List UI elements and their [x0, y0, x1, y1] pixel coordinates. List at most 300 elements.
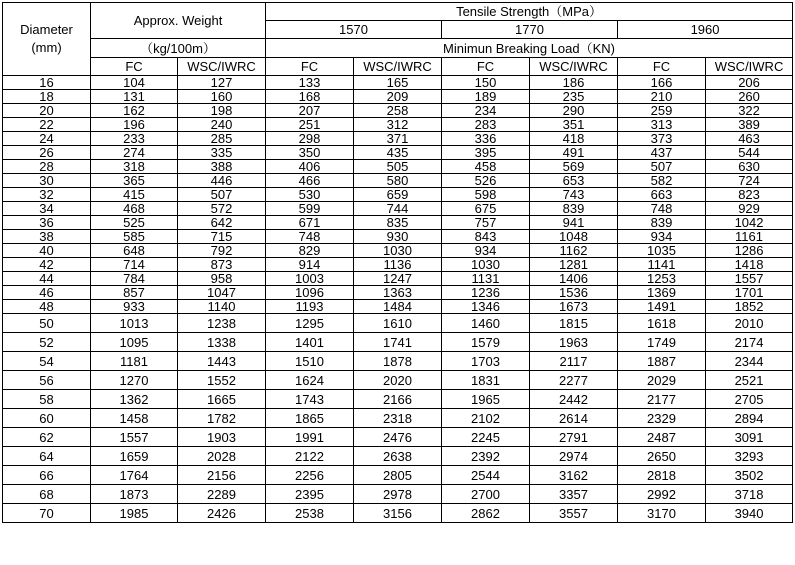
load-1770-fc-cell: 1236: [442, 286, 530, 300]
diameter-cell: 22: [3, 118, 91, 132]
table-row: [3, 258, 793, 272]
load-1570-wsc-cell: 165: [354, 76, 442, 90]
load-1770-fc-header: FC: [442, 58, 530, 76]
diameter-cell: 16: [3, 76, 91, 90]
load-1960-fc-cell: 210: [618, 90, 706, 104]
load-1960-fc-cell: 934: [618, 230, 706, 244]
load-1770-fc-cell: 675: [442, 202, 530, 216]
load-1570-fc-cell: 2122: [266, 447, 354, 466]
load-1770-wsc-cell: 2791: [530, 428, 618, 447]
diameter-cell: 58: [3, 390, 91, 409]
load-1570-fc-cell: 1743: [266, 390, 354, 409]
load-1570-wsc-cell: 1136: [354, 258, 442, 272]
diameter-cell: 36: [3, 216, 91, 230]
load-1960-wsc-cell: 823: [706, 188, 793, 202]
table-row: [3, 300, 793, 314]
load-1960-fc-cell: 2329: [618, 409, 706, 428]
load-1960-wsc-cell: 1042: [706, 216, 793, 230]
load-1570-wsc-cell: 1363: [354, 286, 442, 300]
load-1960-wsc-cell: 322: [706, 104, 793, 118]
load-1960-wsc-cell: 2010: [706, 314, 793, 333]
weight-wsc-cell: 2156: [178, 466, 266, 485]
weight-wsc-cell: 1047: [178, 286, 266, 300]
load-1960-wsc-cell: 463: [706, 132, 793, 146]
diameter-cell: 48: [3, 300, 91, 314]
approx-weight-header: Approx. Weight: [91, 3, 266, 39]
weight-wsc-cell: 1238: [178, 314, 266, 333]
weight-fc-cell: 468: [91, 202, 178, 216]
load-1570-fc-cell: 599: [266, 202, 354, 216]
weight-wsc-cell: 642: [178, 216, 266, 230]
load-1570-wsc-header: WSC/IWRC: [354, 58, 442, 76]
load-1960-wsc-cell: 3091: [706, 428, 793, 447]
table-row: [3, 216, 793, 230]
load-1960-fc-cell: 2650: [618, 447, 706, 466]
weight-wsc-cell: 572: [178, 202, 266, 216]
table-row: [3, 504, 793, 523]
table-row: [3, 188, 793, 202]
load-1770-wsc-header: WSC/IWRC: [530, 58, 618, 76]
weight-wsc-cell: 388: [178, 160, 266, 174]
load-1770-wsc-cell: 290: [530, 104, 618, 118]
diameter-cell: 32: [3, 188, 91, 202]
load-1570-fc-cell: 133: [266, 76, 354, 90]
load-1570-wsc-cell: 1610: [354, 314, 442, 333]
weight-fc-cell: 365: [91, 174, 178, 188]
load-1770-wsc-cell: 3357: [530, 485, 618, 504]
load-1960-fc-cell: 507: [618, 160, 706, 174]
load-1570-wsc-cell: 312: [354, 118, 442, 132]
table-row: [3, 390, 793, 409]
load-1960-fc-cell: 437: [618, 146, 706, 160]
weight-fc-cell: 933: [91, 300, 178, 314]
load-1570-fc-cell: 207: [266, 104, 354, 118]
weight-fc-cell: 1985: [91, 504, 178, 523]
weight-fc-header: FC: [91, 58, 178, 76]
load-1770-fc-cell: 1131: [442, 272, 530, 286]
load-1960-fc-cell: 2487: [618, 428, 706, 447]
diameter-unit: (mm): [31, 40, 62, 55]
grade-1770-header: 1770: [442, 21, 618, 39]
load-1960-fc-cell: 1369: [618, 286, 706, 300]
load-1570-wsc-cell: 580: [354, 174, 442, 188]
load-1960-wsc-cell: 260: [706, 90, 793, 104]
load-1770-wsc-cell: 186: [530, 76, 618, 90]
load-1570-wsc-cell: 2638: [354, 447, 442, 466]
table-row: [3, 160, 793, 174]
load-1960-fc-cell: 839: [618, 216, 706, 230]
load-1570-fc-cell: 2395: [266, 485, 354, 504]
load-1960-wsc-cell: 544: [706, 146, 793, 160]
load-1570-fc-cell: 2256: [266, 466, 354, 485]
weight-fc-cell: 131: [91, 90, 178, 104]
load-1960-wsc-cell: 3293: [706, 447, 793, 466]
load-1960-fc-cell: 1749: [618, 333, 706, 352]
weight-fc-cell: 1557: [91, 428, 178, 447]
load-1570-wsc-cell: 930: [354, 230, 442, 244]
load-1960-fc-cell: 1887: [618, 352, 706, 371]
load-1770-fc-cell: 843: [442, 230, 530, 244]
load-1570-fc-cell: 530: [266, 188, 354, 202]
load-1770-fc-cell: 934: [442, 244, 530, 258]
load-1770-wsc-cell: 491: [530, 146, 618, 160]
load-1960-wsc-cell: 2521: [706, 371, 793, 390]
load-1960-fc-cell: 2029: [618, 371, 706, 390]
table-row: [3, 409, 793, 428]
weight-wsc-cell: 2028: [178, 447, 266, 466]
load-1960-fc-cell: 1491: [618, 300, 706, 314]
load-1570-fc-cell: 1865: [266, 409, 354, 428]
weight-wsc-cell: 792: [178, 244, 266, 258]
load-1570-wsc-cell: 3156: [354, 504, 442, 523]
load-1770-wsc-cell: 418: [530, 132, 618, 146]
weight-fc-cell: 784: [91, 272, 178, 286]
diameter-cell: 54: [3, 352, 91, 371]
load-1570-fc-header: FC: [266, 58, 354, 76]
load-1770-wsc-cell: 2117: [530, 352, 618, 371]
load-1960-wsc-cell: 724: [706, 174, 793, 188]
load-1770-fc-cell: 1030: [442, 258, 530, 272]
load-1570-fc-cell: 1096: [266, 286, 354, 300]
weight-wsc-cell: 335: [178, 146, 266, 160]
load-1770-wsc-cell: 1048: [530, 230, 618, 244]
min-breaking-load-header: Minimun Breaking Load（KN): [266, 39, 793, 58]
load-1770-wsc-cell: 1162: [530, 244, 618, 258]
table-row: [3, 230, 793, 244]
load-1960-wsc-cell: 1557: [706, 272, 793, 286]
weight-wsc-cell: 1903: [178, 428, 266, 447]
load-1960-wsc-cell: 3940: [706, 504, 793, 523]
load-1960-fc-cell: 2177: [618, 390, 706, 409]
load-1960-wsc-cell: 206: [706, 76, 793, 90]
weight-fc-cell: 1362: [91, 390, 178, 409]
diameter-cell: 18: [3, 90, 91, 104]
diameter-cell: 68: [3, 485, 91, 504]
load-1960-fc-cell: 1141: [618, 258, 706, 272]
load-1960-fc-cell: 2992: [618, 485, 706, 504]
load-1770-fc-cell: 1346: [442, 300, 530, 314]
load-1570-wsc-cell: 209: [354, 90, 442, 104]
load-1570-wsc-cell: 2020: [354, 371, 442, 390]
weight-wsc-cell: 873: [178, 258, 266, 272]
load-1570-wsc-cell: 258: [354, 104, 442, 118]
load-1570-wsc-cell: 835: [354, 216, 442, 230]
weight-wsc-cell: 1782: [178, 409, 266, 428]
load-1570-fc-cell: 671: [266, 216, 354, 230]
diameter-cell: 60: [3, 409, 91, 428]
load-1770-wsc-cell: 1281: [530, 258, 618, 272]
load-1570-wsc-cell: 1878: [354, 352, 442, 371]
load-1770-fc-cell: 336: [442, 132, 530, 146]
diameter-cell: 64: [3, 447, 91, 466]
table-row: [3, 174, 793, 188]
load-1770-fc-cell: 2544: [442, 466, 530, 485]
weight-unit-header: （kg/100m）: [91, 39, 266, 58]
weight-wsc-cell: 2289: [178, 485, 266, 504]
weight-wsc-cell: 160: [178, 90, 266, 104]
load-1960-wsc-cell: 630: [706, 160, 793, 174]
diameter-cell: 70: [3, 504, 91, 523]
weight-fc-cell: 648: [91, 244, 178, 258]
diameter-cell: 50: [3, 314, 91, 333]
load-1770-wsc-cell: 2277: [530, 371, 618, 390]
load-1960-fc-cell: 3170: [618, 504, 706, 523]
load-1960-fc-cell: 2818: [618, 466, 706, 485]
load-1960-wsc-cell: 1852: [706, 300, 793, 314]
weight-fc-cell: 1458: [91, 409, 178, 428]
load-1960-wsc-cell: 389: [706, 118, 793, 132]
diameter-cell: 40: [3, 244, 91, 258]
grade-1960-header: 1960: [618, 21, 793, 39]
weight-fc-cell: 1764: [91, 466, 178, 485]
wire-rope-specification-table: [2, 2, 793, 523]
weight-wsc-cell: 1552: [178, 371, 266, 390]
weight-wsc-cell: 958: [178, 272, 266, 286]
weight-wsc-cell: 285: [178, 132, 266, 146]
load-1960-wsc-cell: 2894: [706, 409, 793, 428]
header-row-3: [3, 39, 793, 58]
load-1960-fc-cell: 313: [618, 118, 706, 132]
weight-wsc-cell: 127: [178, 76, 266, 90]
load-1770-fc-cell: 598: [442, 188, 530, 202]
load-1570-wsc-cell: 1484: [354, 300, 442, 314]
load-1570-wsc-cell: 659: [354, 188, 442, 202]
load-1570-wsc-cell: 1247: [354, 272, 442, 286]
load-1960-wsc-cell: 1286: [706, 244, 793, 258]
weight-wsc-cell: 446: [178, 174, 266, 188]
load-1770-wsc-cell: 3557: [530, 504, 618, 523]
load-1770-fc-cell: 2862: [442, 504, 530, 523]
load-1770-fc-cell: 2245: [442, 428, 530, 447]
load-1570-fc-cell: 748: [266, 230, 354, 244]
load-1770-fc-cell: 1579: [442, 333, 530, 352]
diameter-cell: 20: [3, 104, 91, 118]
load-1570-wsc-cell: 435: [354, 146, 442, 160]
weight-wsc-header: WSC/IWRC: [178, 58, 266, 76]
diameter-cell: 24: [3, 132, 91, 146]
load-1570-fc-cell: 298: [266, 132, 354, 146]
header-row-1: [3, 3, 793, 21]
weight-fc-cell: 1659: [91, 447, 178, 466]
load-1570-wsc-cell: 2978: [354, 485, 442, 504]
weight-wsc-cell: 240: [178, 118, 266, 132]
load-1570-wsc-cell: 1030: [354, 244, 442, 258]
load-1960-fc-cell: 1035: [618, 244, 706, 258]
load-1770-fc-cell: 283: [442, 118, 530, 132]
load-1770-fc-cell: 2392: [442, 447, 530, 466]
diameter-cell: 34: [3, 202, 91, 216]
load-1770-fc-cell: 1965: [442, 390, 530, 409]
load-1960-wsc-cell: 929: [706, 202, 793, 216]
weight-fc-cell: 318: [91, 160, 178, 174]
load-1770-fc-cell: 2700: [442, 485, 530, 504]
load-1960-wsc-cell: 1161: [706, 230, 793, 244]
diameter-cell: 38: [3, 230, 91, 244]
diameter-cell: 62: [3, 428, 91, 447]
load-1570-wsc-cell: 2476: [354, 428, 442, 447]
load-1960-fc-cell: 1618: [618, 314, 706, 333]
load-1570-fc-cell: 251: [266, 118, 354, 132]
load-1570-wsc-cell: 744: [354, 202, 442, 216]
load-1770-wsc-cell: 3162: [530, 466, 618, 485]
table-row: [3, 286, 793, 300]
load-1960-fc-cell: 582: [618, 174, 706, 188]
table-row: [3, 485, 793, 504]
load-1570-fc-cell: 1624: [266, 371, 354, 390]
load-1570-fc-cell: 829: [266, 244, 354, 258]
tensile-strength-header: Tensile Strength（MPa）: [266, 3, 793, 21]
table-row: [3, 314, 793, 333]
load-1770-fc-cell: 1460: [442, 314, 530, 333]
load-1570-fc-cell: 2538: [266, 504, 354, 523]
load-1960-fc-header: FC: [618, 58, 706, 76]
table-row: [3, 146, 793, 160]
diameter-cell: 52: [3, 333, 91, 352]
load-1960-fc-cell: 663: [618, 188, 706, 202]
weight-fc-cell: 525: [91, 216, 178, 230]
table-row: [3, 76, 793, 90]
diameter-cell: 26: [3, 146, 91, 160]
load-1960-wsc-cell: 1418: [706, 258, 793, 272]
load-1770-fc-cell: 395: [442, 146, 530, 160]
weight-fc-cell: 1181: [91, 352, 178, 371]
table-row: [3, 244, 793, 258]
table-row: [3, 333, 793, 352]
load-1960-wsc-cell: 3502: [706, 466, 793, 485]
load-1770-fc-cell: 2102: [442, 409, 530, 428]
load-1570-wsc-cell: 371: [354, 132, 442, 146]
weight-fc-cell: 1013: [91, 314, 178, 333]
load-1570-wsc-cell: 1741: [354, 333, 442, 352]
table-row: [3, 90, 793, 104]
table-row: [3, 371, 793, 390]
load-1960-wsc-header: WSC/IWRC: [706, 58, 793, 76]
load-1770-wsc-cell: 653: [530, 174, 618, 188]
load-1570-wsc-cell: 2318: [354, 409, 442, 428]
load-1770-wsc-cell: 2442: [530, 390, 618, 409]
table-row: [3, 447, 793, 466]
load-1570-fc-cell: 1295: [266, 314, 354, 333]
weight-wsc-cell: 1443: [178, 352, 266, 371]
table-row: [3, 428, 793, 447]
load-1570-fc-cell: 466: [266, 174, 354, 188]
load-1570-fc-cell: 350: [266, 146, 354, 160]
weight-wsc-cell: 198: [178, 104, 266, 118]
weight-fc-cell: 196: [91, 118, 178, 132]
load-1770-wsc-cell: 2614: [530, 409, 618, 428]
load-1960-fc-cell: 748: [618, 202, 706, 216]
load-1960-fc-cell: 1253: [618, 272, 706, 286]
weight-fc-cell: 857: [91, 286, 178, 300]
weight-wsc-cell: 507: [178, 188, 266, 202]
diameter-cell: 28: [3, 160, 91, 174]
weight-wsc-cell: 1665: [178, 390, 266, 409]
load-1770-wsc-cell: 941: [530, 216, 618, 230]
table-row: [3, 272, 793, 286]
load-1770-wsc-cell: 351: [530, 118, 618, 132]
table-row: [3, 352, 793, 371]
grade-1570-header: 1570: [266, 21, 442, 39]
table-row: [3, 466, 793, 485]
diameter-label: Diameter: [20, 22, 73, 38]
load-1960-fc-cell: 166: [618, 76, 706, 90]
load-1570-fc-cell: 914: [266, 258, 354, 272]
load-1770-wsc-cell: 1406: [530, 272, 618, 286]
load-1570-fc-cell: 1991: [266, 428, 354, 447]
load-1570-fc-cell: 168: [266, 90, 354, 104]
load-1770-wsc-cell: 839: [530, 202, 618, 216]
load-1570-wsc-cell: 2166: [354, 390, 442, 409]
diameter-header: [3, 3, 91, 76]
load-1570-fc-cell: 1510: [266, 352, 354, 371]
weight-fc-cell: 1873: [91, 485, 178, 504]
load-1770-fc-cell: 1703: [442, 352, 530, 371]
load-1770-fc-cell: 757: [442, 216, 530, 230]
load-1960-wsc-cell: 2705: [706, 390, 793, 409]
weight-fc-cell: 1270: [91, 371, 178, 390]
weight-fc-cell: 415: [91, 188, 178, 202]
diameter-cell: 56: [3, 371, 91, 390]
load-1770-fc-cell: 526: [442, 174, 530, 188]
header-row-4: [3, 58, 793, 76]
load-1960-fc-cell: 259: [618, 104, 706, 118]
load-1770-fc-cell: 1831: [442, 371, 530, 390]
weight-fc-cell: 104: [91, 76, 178, 90]
load-1770-wsc-cell: 743: [530, 188, 618, 202]
weight-fc-cell: 585: [91, 230, 178, 244]
weight-fc-cell: 714: [91, 258, 178, 272]
weight-wsc-cell: 1140: [178, 300, 266, 314]
weight-fc-cell: 1095: [91, 333, 178, 352]
load-1960-wsc-cell: 2344: [706, 352, 793, 371]
load-1570-fc-cell: 406: [266, 160, 354, 174]
load-1770-wsc-cell: 1963: [530, 333, 618, 352]
table-row: [3, 132, 793, 146]
weight-wsc-cell: 2426: [178, 504, 266, 523]
load-1570-fc-cell: 1401: [266, 333, 354, 352]
diameter-cell: 30: [3, 174, 91, 188]
diameter-cell: 46: [3, 286, 91, 300]
load-1960-fc-cell: 373: [618, 132, 706, 146]
weight-wsc-cell: 1338: [178, 333, 266, 352]
load-1770-wsc-cell: 569: [530, 160, 618, 174]
load-1570-wsc-cell: 505: [354, 160, 442, 174]
load-1770-wsc-cell: 235: [530, 90, 618, 104]
diameter-cell: 42: [3, 258, 91, 272]
table-row: [3, 118, 793, 132]
load-1960-wsc-cell: 2174: [706, 333, 793, 352]
load-1960-wsc-cell: 3718: [706, 485, 793, 504]
table-row: [3, 104, 793, 118]
load-1770-wsc-cell: 1673: [530, 300, 618, 314]
weight-fc-cell: 233: [91, 132, 178, 146]
load-1960-wsc-cell: 1701: [706, 286, 793, 300]
load-1770-wsc-cell: 1815: [530, 314, 618, 333]
table-row: [3, 202, 793, 216]
load-1770-fc-cell: 189: [442, 90, 530, 104]
weight-fc-cell: 274: [91, 146, 178, 160]
load-1770-fc-cell: 150: [442, 76, 530, 90]
weight-wsc-cell: 715: [178, 230, 266, 244]
diameter-cell: 44: [3, 272, 91, 286]
load-1570-wsc-cell: 2805: [354, 466, 442, 485]
load-1770-wsc-cell: 1536: [530, 286, 618, 300]
load-1570-fc-cell: 1193: [266, 300, 354, 314]
load-1770-fc-cell: 234: [442, 104, 530, 118]
load-1770-wsc-cell: 2974: [530, 447, 618, 466]
weight-fc-cell: 162: [91, 104, 178, 118]
diameter-cell: 66: [3, 466, 91, 485]
